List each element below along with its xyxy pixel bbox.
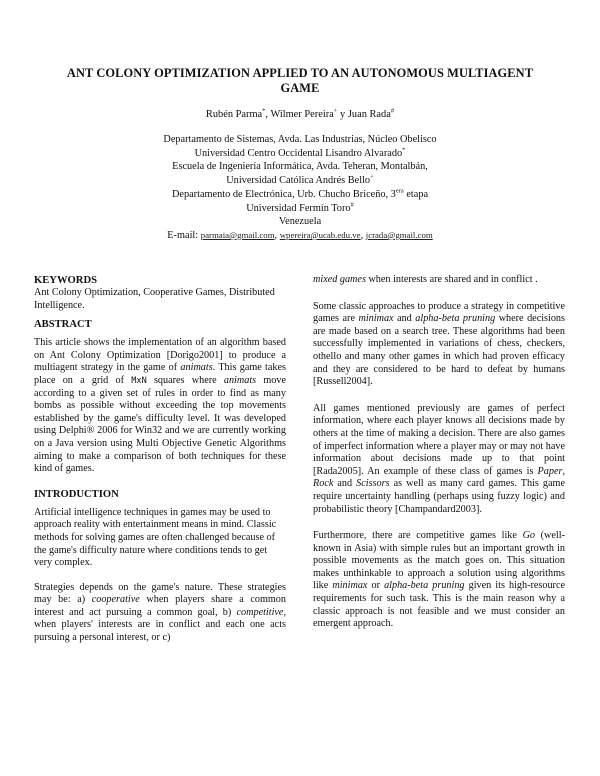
abstract-term-mxn: MxN [131,375,147,386]
keywords-heading: KEYWORDS [34,275,97,286]
affiliation-line: Departamento de Sistemas, Avda. Las Industrias, Núcleo Obelisco [163,134,437,145]
affiliation-university: Universidad Católica Andrés Bello [226,175,371,187]
right-text: , [562,465,565,477]
affiliation-line: Venezuela [278,216,322,228]
affiliation-line [60,202,540,216]
term-scissors: Scissors [356,478,390,490]
email-label: E-mail: [167,229,201,241]
term-mixed-games: mixed games [313,274,366,285]
right-paragraph-2 [313,403,565,516]
affiliation-university: Universidad Centro Occidental Lisandro Alvarado [194,147,403,159]
right-text: or [367,580,385,592]
right-paragraph-0 [313,274,565,287]
abstract-paragraph [34,337,286,476]
affiliation-mark: * [402,146,406,154]
email-link-pereira[interactable]: wpereira@ucab.edu.ve [279,229,361,240]
affiliation-line [60,147,540,161]
intro-text: , when players' interests are in conflict and each one acts pursuing a personal interest, or c) [34,606,286,644]
author-separator: , [265,109,271,120]
right-text: and [333,478,357,490]
affiliation-line: Escuela de Ingeniería Informática, Avda. Teheran, Montalbán, [172,161,428,173]
abstract-text: This article shows the implementation of an algorithm based on Ant Colony Optimization [Dorigo2001] to produce a multiagent strategy in the game of [34,337,286,374]
right-text: Some classic approaches to produce a strategy in competitive games are [313,300,565,325]
email-link-rada[interactable]: jcrada@gmail.com [365,229,433,240]
title-line-2: GAME [280,81,320,95]
right-column [313,274,565,631]
author-parma: Rubén Parma [205,109,263,120]
right-text: given its high-resource requirements for such task. This is the main reason why a classic approach is not feasible and we must consider an emergent approach. [313,580,565,630]
author-pereira: Wilmer Pereira [270,109,334,120]
term-paper: Paper [537,465,563,477]
affiliation-mark: # [350,201,354,209]
right-paragraph-3 [313,530,565,631]
affiliation-line [60,188,540,202]
author-parma-mark: * [262,107,266,115]
abstract-term-animats: animats [223,374,257,386]
intro-text: when players share a common interest and act pursuing a common goal, b) [34,594,286,618]
introduction-heading: INTRODUCTION [34,488,119,500]
email-separator: , [360,229,366,241]
right-text: (well-known in Asia) with simple rules but an important growth in possible movements as the match goes on. This situation makes unthinkable to approach a solution using algorithms like [313,530,565,592]
right-text: All games mentioned previously are games of perfect information, where each player knows all decisions made by others at the time of making a decision. There are also games of imperfect information where a player may or may not have information about decisions made up to that point [Rada2005]. An example of these class of games is [313,402,565,477]
title-line-1: ANT COLONY OPTIMIZATION APPLIED TO AN AUTONOMOUS MULTIAGENT [66,66,534,80]
abstract-text: squares where [146,374,224,386]
right-text: as well as many card games. This game require uncertainty handling (perhaps using fuzzy logic) and probabilistic theory [Champandard2003]. [313,478,565,515]
term-minimax: minimax [332,580,368,592]
right-text: and [393,313,416,325]
email-link-parma[interactable]: parmaia@gmail.com [200,229,275,240]
intro-term-competitive: competitive [236,606,284,618]
term-go: Go [522,530,536,542]
left-column [34,274,286,645]
abstract-heading: ABSTRACT [34,319,92,331]
introduction-paragraph-2 [34,582,286,645]
right-paragraph-1 [313,301,565,389]
right-text: Furthermore, there are competitive games like [313,530,523,542]
right-text: when interests are shared and in conflict . [365,274,538,285]
abstract-text: move according to a given set of rules in order to find as many bombs as possible without exceeding the top movements established by the game's difficulty level. It was developed using Delphi® 2006 for Win32 and we are currently working on a Java version using Multi Objective Genetic Algorithms aiming to make a comparison of both techniques for these kind of games. [34,374,286,475]
keywords-text: Ant Colony Optimization, Cooperative Games, Distributed Intelligence. [34,287,275,311]
author-rada-mark: # [390,107,395,115]
abstract-term-animats: animats [180,362,213,374]
affiliation-ordinal: era [395,187,404,195]
author-rada: Juan Rada [347,109,391,120]
author-separator: y [337,109,348,120]
term-alpha-beta: alpha-beta pruning [415,313,496,325]
abstract-text: . This game takes place on a grid of [34,362,286,386]
paper-title [30,66,570,96]
introduction-paragraph-1: Artificial intelligence techniques in games may be used to approach reality with entertainment means in mind. Classic methods for solving games are often challenged because of the game's difficulty nature where conditions tends to get very complex. [34,506,277,569]
right-text: where decisions are made based on a search tree. These algorithms had been successfully implemented in variations of chess, checkers, othello and many other games in which had proven efficacy and they are considered to be hard to defeat by humans [Russell2004]. [313,313,565,388]
affiliation-university: Universidad Fermín Toro [246,202,351,214]
affiliation-line [60,174,540,188]
affiliation-mark: + [370,173,374,181]
intro-text: Strategies depends on the game's nature. These strategies may be: a) [34,581,286,606]
author-pereira-mark: + [333,107,338,115]
affiliation-text: Departamento de Electrónica, Urb. Chucho Briceño, 3 [171,188,396,200]
intro-term-cooperative: cooperative [91,594,140,606]
term-alpha-beta: alpha-beta pruning [384,580,465,592]
email-line [60,229,540,243]
term-minimax: minimax [358,313,394,325]
term-rock: Rock [313,478,334,490]
author-list [60,108,540,121]
affiliation-text: etapa [403,188,429,200]
affiliations [60,133,540,243]
email-separator: , [274,229,280,241]
